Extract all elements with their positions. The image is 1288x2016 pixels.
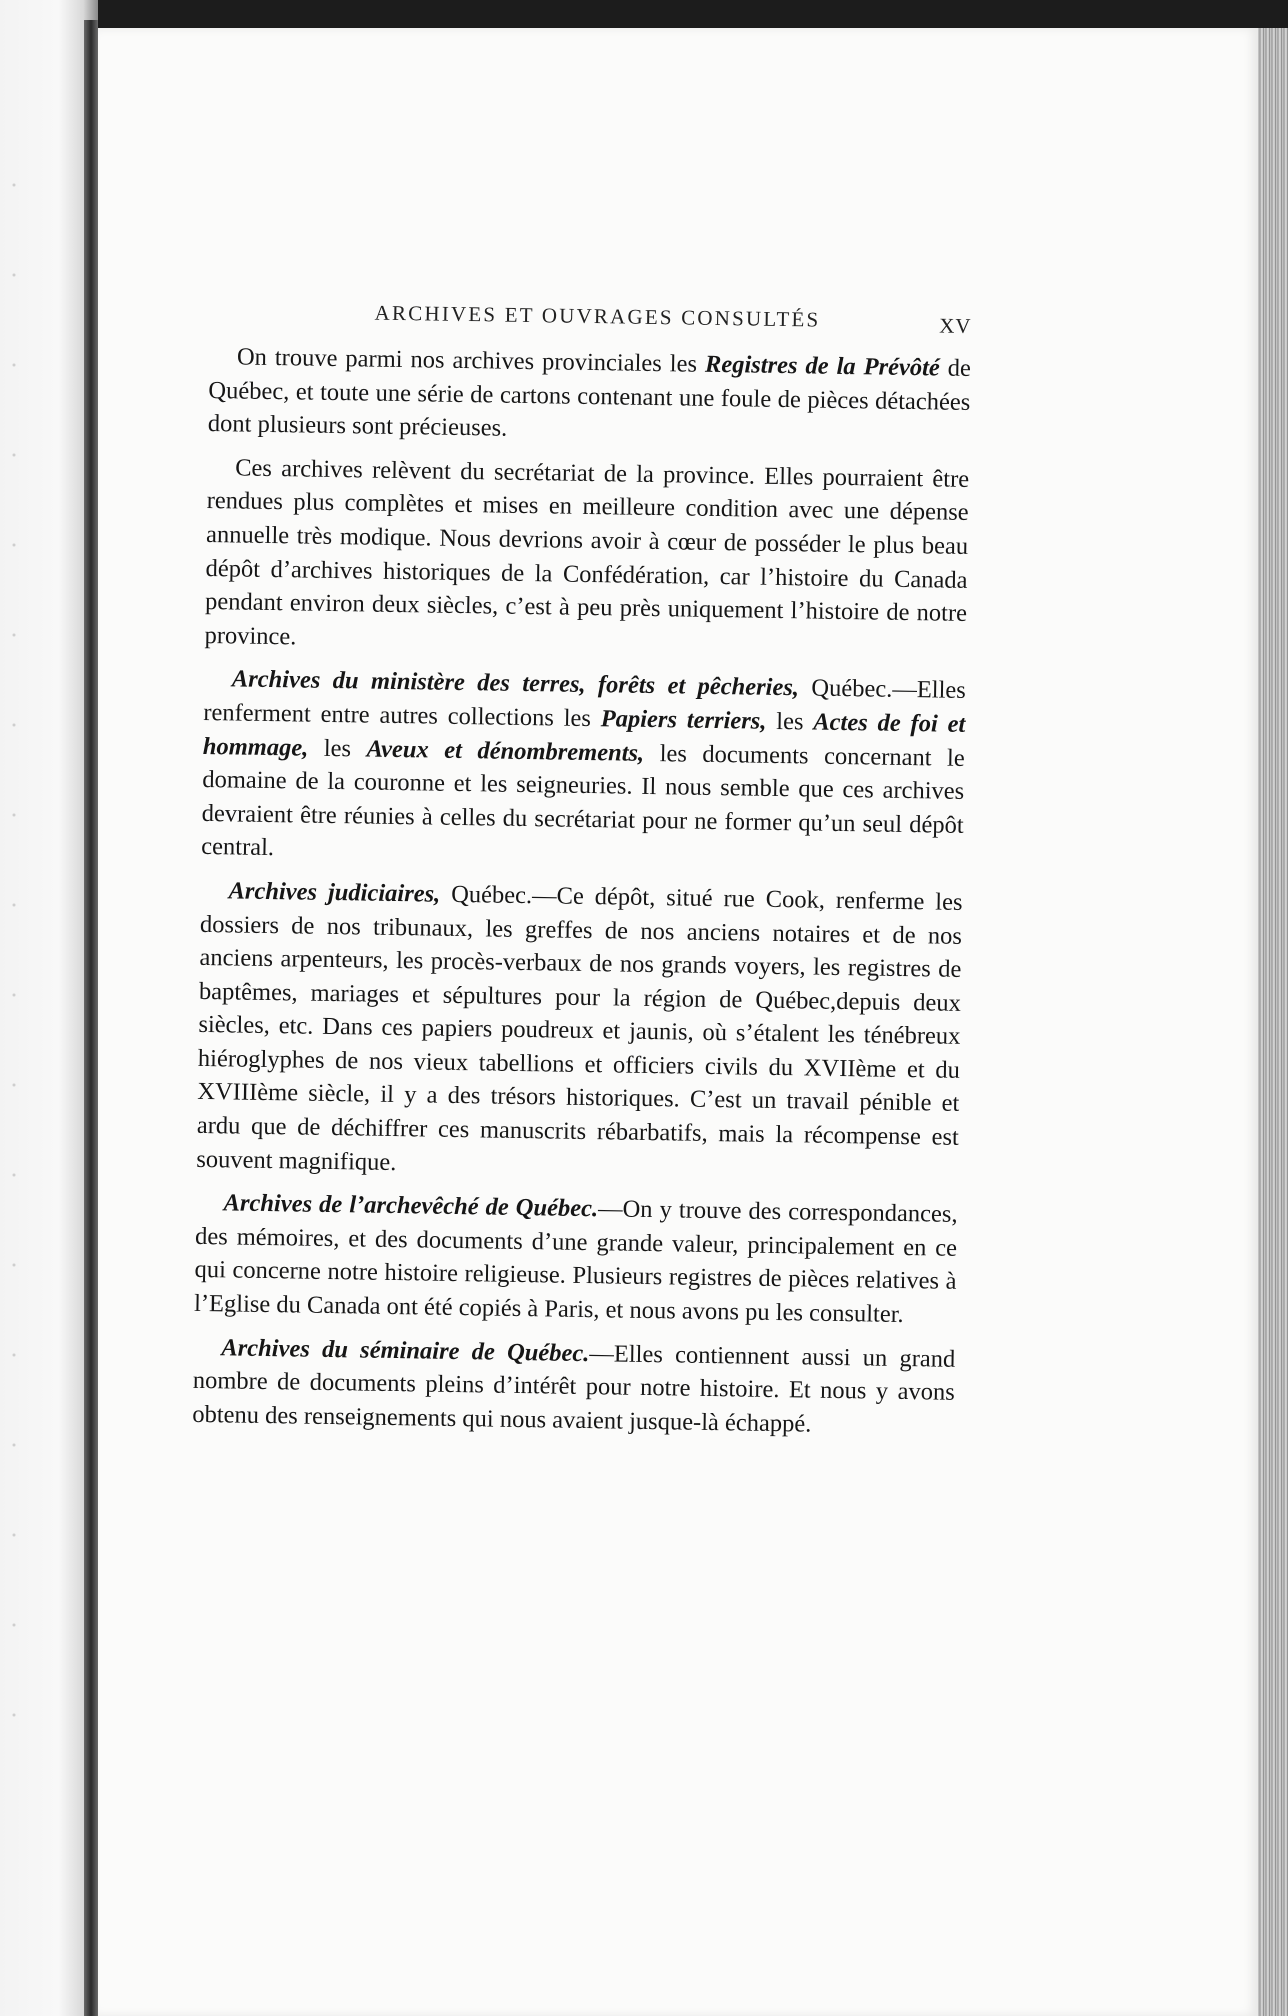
text-run: Québec.—Ce dépôt, situé rue Cook, renferme les dossiers de nos tribunaux, les greffes de nos anciens notaires et de nos anciens arpenteurs, les procès-verbaux de nos grands voyers, les registres de baptêmes, mariages et sépultures pour la région de Québec,depuis deux siècles, etc. Dans ces papiers poudreux et jaunis, où s’étalent les ténébreux hiéroglyphes de nos vieux tabellions et officiers civils du XVIIème et du XVIIIème siècle, il y a des trésors historiques. C’est un travail pénible et ardu que de déchiffrer ces manuscrits rébarbatifs, mais la récompense est souvent magnifique. — [196, 880, 963, 1176]
text-run: les — [766, 707, 814, 736]
italic-title: Papiers terriers, — [600, 705, 767, 735]
paragraph-ministere-terres — [201, 662, 966, 876]
italic-title: Aveux et dénombrements, — [366, 735, 645, 767]
text-run: —Elles contiennent aussi un grand nombre de documents pleins d’intérêt pour notre histoire. Et nous y avons obtenu des renseignements qui nous avaient jusque-là échappé. — [192, 1339, 956, 1438]
paragraph-seminaire — [192, 1330, 955, 1443]
scan-specks — [10, 140, 18, 1740]
book-gutter — [84, 20, 98, 2016]
text-run: les — [308, 734, 367, 763]
text-run: de Québec, et toute une série de cartons contenant une foule de pièces détachées dont plusieurs sont précieuses. — [207, 354, 972, 442]
text-run: On trouve parmi nos archives provinciales les — [236, 343, 706, 378]
italic-title: Actes de foi et hommage, — [202, 708, 966, 762]
paragraph-archeveche — [194, 1186, 958, 1332]
text-run: les documents concernant le domaine de la couronne et les seigneuries. Il nous semble que ces archives devraient être réunies à celles du secrétariat pour ne former qu’un seul dépôt central. — [201, 739, 965, 862]
page-content — [192, 290, 972, 1453]
italic-heading: Archives du ministère des terres, forêts et pêcheries, — [231, 665, 800, 702]
page-stack-edge — [1258, 28, 1288, 2016]
text-run: Québec.—Elles renferment entre autres collections les — [203, 674, 967, 733]
text-run: —On y trouve des correspondances, des mémoires, et des documents d’une grande valeur, principalement en ce qui concerne notre histoire religieuse. Plusieurs registres de pièces relatives à l’Eglise du Canada ont été copiés à Paris, et nous avons pu les consulter. — [193, 1195, 958, 1329]
paragraph-secretariat — [204, 451, 969, 665]
italic-heading: Archives du séminaire de Québec. — [221, 1333, 590, 1367]
italic-title: Registres de la Prévôté — [704, 350, 940, 382]
page-number: XV — [939, 313, 972, 338]
italic-heading: Archives de l’archevêché de Québec. — [223, 1189, 599, 1223]
paragraph-provincial-archives — [208, 340, 971, 453]
paragraph-archives-judiciaires — [196, 874, 963, 1188]
italic-heading: Archives judiciaires, — [228, 877, 441, 908]
running-title: ARCHIVES ET OUVRAGES CONSULTÉS — [374, 300, 821, 332]
text-run: Ces archives relèvent du secrétariat de la province. Elles pourraient être rendues plus complètes et mises en meilleure condition avec une dépense annuelle très modique. Nous devrions avoir à cœur de posséder le plus beau dépôt d’archives historiques de la Confédération, car l’histoire du Canada pendant environ deux siècles, c’est à peu près uniquement l’histoire de notre province. — [204, 454, 970, 651]
